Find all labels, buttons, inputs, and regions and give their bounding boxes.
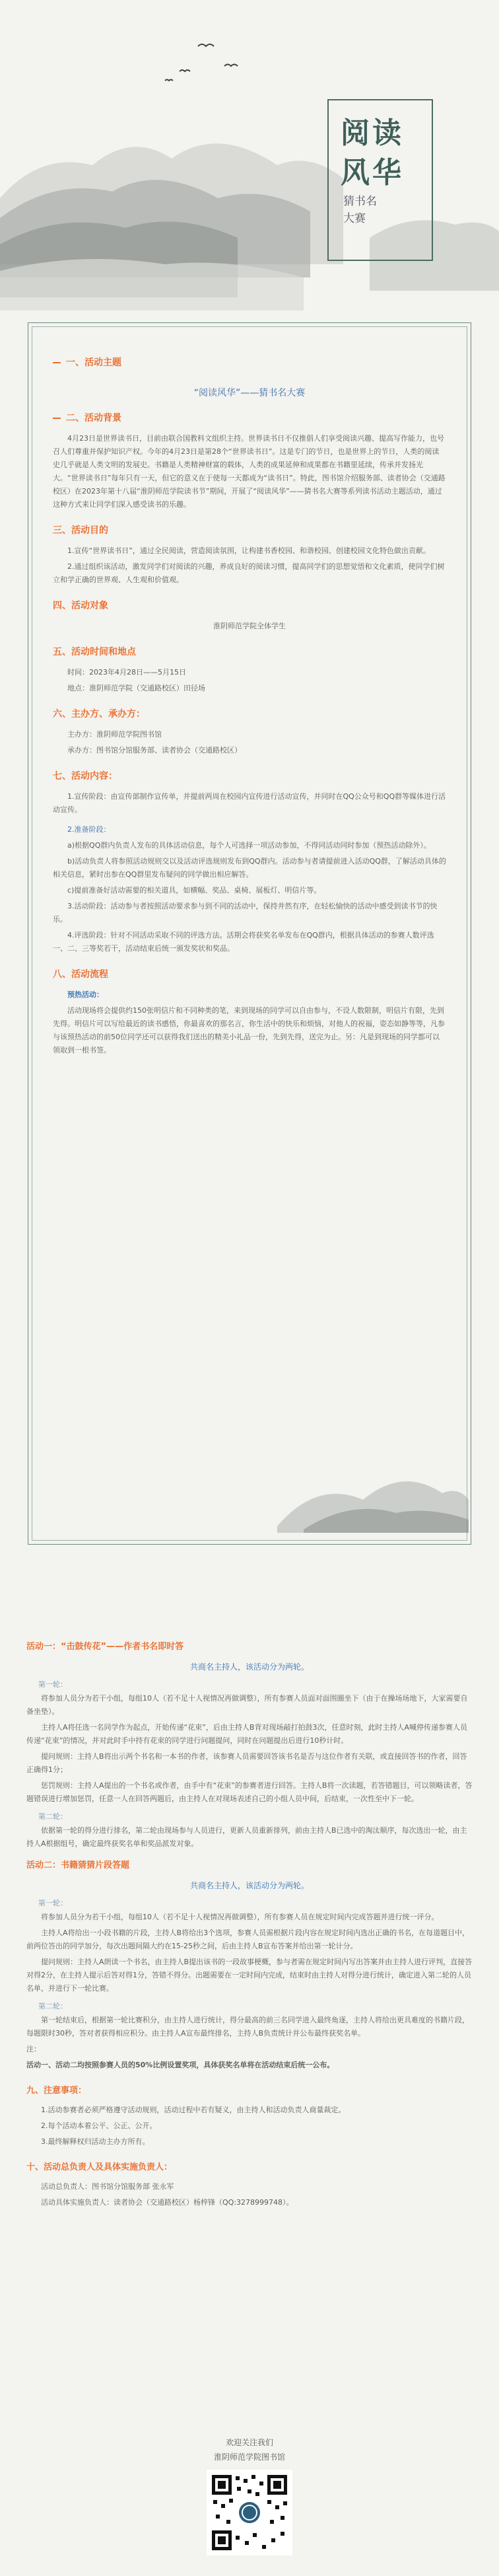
host: 主办方：淮阴师范学院图书馆 <box>67 730 162 739</box>
event-time: 时间：2023年4月28日——5月15日 <box>67 668 186 677</box>
section-5-title: 五、活动时间和地点 <box>53 647 136 657</box>
background-paragraph: 4月23日是世界读书日，目前由联合国教科文组织主持。世界读书日不仅推倡人们享受阅读兴趣、提高写作能力，也号召人们尊重并保护知识产权。今年的4月23日是第28个“世界读书日”。这是专门的节日，也是世界上的节日，人类的阅读史几乎就是人类文明的发展史。书籍是人类精神财富的载体，人类的成果延伸和成果都在书籍里延续，传承并发扬光大。“世界读书日”每年只有一天，但它的意义在于使每一天都成为“读书日”。特此，图书馆介绍服务部、读者协会（交通路校区）在2023年第十八届“淮阴师范学院读书节”期间，开展了“阅读风华”——猜书名大赛等系列读书活动主题活动，通过这种方式来让同学们深入感受读书的乐趣。 <box>53 434 446 509</box>
activity1-r1-p3: 提问规则：主持人B将出示两个书名和一本书的作者，该参赛人员需要回答该书名是否与这位作者有关联，或直接回答书的作者，回答正确得1分； <box>26 1752 467 1774</box>
warmup-paragraph: 活动现场将会提供约150张明信片和不同种类的笔，来到现场的同学可以自由参与，不设人数限制，明信片有限，先到先得。明信片可以写给最近的读书感悟，你最喜欢的那名言，你生活中的快乐和烦恼，对他人的祝福，姿态如静等等，凡参与该预热活动的前50位同学还可以获得我们送出的精美小礼品一份，先到先得，送完为止。另：凡是到现场的同学都可以领取到一根书签。 <box>53 1006 445 1054</box>
activity1-round1-label: 第一轮： <box>38 1680 67 1689</box>
activities-section <box>26 1632 473 2212</box>
main-content <box>53 344 446 1060</box>
footer-follow-text: 欢迎关注我们 <box>225 2438 273 2447</box>
notes-title: 九、注意事项： <box>26 2086 87 2096</box>
activity2-r1-p2: 主持人A将给出一小段书籍的片段，主持人B将给出3个选项，参赛人员需根据片段内容在规定时间内选出正确的书名，在每道题目中，前两位答出的同学加分，每次出题间隔大约在15-25秒之间，后由主持人B宣布答案并给出第一轮计分。 <box>26 1929 470 1950</box>
activity2-round1-label: 第一轮： <box>38 1899 67 1907</box>
activity1-round2-label: 第二轮： <box>38 1812 67 1821</box>
qr-code-icon <box>209 2472 290 2553</box>
activity1-r1-p2: 主持人A将任选一名同学作为起点，开始传递“花束”，后由主持人B背对现场敲打拍鼓3次，任意时刻，此时主持人A喊停传递参赛人员传递“花束”的情况，并对此时手中持有花束的同学进行问题提问，同时在问题提出后进行10秒计时。 <box>26 1723 467 1745</box>
warmup-label: 预热活动： <box>67 990 104 999</box>
leaders-title: 十、活动总负责人及具体实施负责人： <box>26 2162 173 2172</box>
activity2-title: 活动二：书籍猜猜片段答题 <box>26 1860 130 1870</box>
notes-1: 1.活动参赛者必须严格遵守活动规则，活动过程中若有疑义，由主持人和活动负责人商量裁定。 <box>41 2106 346 2114</box>
section-3-title: 三、活动目的 <box>53 525 108 536</box>
event-place: 地点：淮阴师范学院（交通路校区）田径场 <box>67 684 205 692</box>
section-7-title: 七、活动内容： <box>53 771 117 782</box>
content-2b: b)活动负责人将参照活动规则交以及活动评选规则发布到QQ群内。活动参与者请提前进入活动QQ群，了解活动具体的相关信息，紧时出参在QQ群里发布疑问的同学做出相应解答。 <box>53 857 446 879</box>
activity2-tagline: 共商名主持人，该活动分为两轮。 <box>189 1881 309 1890</box>
activity1-r2-p1: 依据第一轮的得分进行排名，第二轮由现场参与人员进行，更新人员重新排列，前由主持人B已选中的淘汰顺序，每次选出一轮，由主持人A根据组号，确定最终获奖名单和奖品派发对象。 <box>26 1826 467 1848</box>
content-2c: c)提前准备好活动需要的相关道具，如横幅、奖品、桌椅、展板灯、明信片等。 <box>67 886 321 895</box>
organizer: 承办方：图书馆分馆服务部、读者协会（交通路校区） <box>67 746 242 754</box>
content-2a: a)根据QQ群内负责人发布的具体活动信息，每个人可选择一项活动参加，不得同活动同时参加（预热活动除外）。 <box>67 841 431 850</box>
section-4-title: 四、活动对象 <box>53 601 108 611</box>
activity2-r1-p3: 提问规则：主持人A朗读一个书名，由主持人B提出该书的一段故事梗概，参与者需在规定时间内写出答案并由主持人进行评判，直接答对得2分，在主持人提示后答对得1分，答错不得分。出题需要在一定时间内完成，结束时由主持人对得分进行统计，确定进入第二轮的人员名单，并进行下一轮比赛。 <box>26 1958 473 1993</box>
content-3: 3.活动阶段：活动参与者按照活动要求参与到不同的活动中，保持井然有序，在轻松愉快的活动中感受到读书节的快乐。 <box>53 902 438 924</box>
purpose-2: 2.通过组织该活动，激发同学们对阅读的兴趣，养成良好的阅读习惯，提高同学们的思想觉悟和文化素质，使同学们树立和学正确的世界观、人生观和价值观。 <box>53 562 445 584</box>
leaders-1: 活动总负责人：图书馆分馆服务部 张永军 <box>41 2182 174 2191</box>
activity1-tagline: 共商名主持人，该活动分为两轮。 <box>189 1662 309 1672</box>
activity2-r1-p1: 将参加人员分为若干小组，每组10人（若不足十人视情况再做调整），所有参赛人员在规定时间内完成答题并进行统一评分。 <box>41 1913 439 1921</box>
qr-code[interactable] <box>207 2470 292 2556</box>
activity1-r1-p1: 将参加人员分为若干小组，每组10人（若不足十人视情况再做调整），所有参赛人员面对面围圈坐下（由于在操场场地下，大家需要自备坐垫）。 <box>26 1694 468 1716</box>
footer <box>0 2435 499 2464</box>
ink-mountain-decoration <box>277 1454 469 1533</box>
section-6-title: 六、主办方、承办方： <box>53 709 145 719</box>
target-audience: 淮阴师范学院全体学生 <box>213 622 286 630</box>
hero-subtitle-line1: 猜书名 <box>343 195 377 208</box>
title-box <box>327 99 433 261</box>
footer-library-name: 淮阴师范学院图书馆 <box>213 2452 285 2462</box>
content-1: 1.宣传阶段：由宣传部制作宣传单，并提前两周在校园内宣传进行活动宣传，并同时在QQ公众号和QQ群等媒体进行活动宣传。 <box>53 792 446 814</box>
section-8-title: 八、活动流程 <box>53 969 108 980</box>
hero-subtitle-line2: 大赛 <box>343 212 366 225</box>
notes-2: 2.每个活动本着公平、公正、公开。 <box>41 2121 157 2130</box>
theme-text: “阅读风华”——猜书名大赛 <box>193 388 306 398</box>
hero-title-line1: 阅读 <box>341 116 404 150</box>
activity1-title: 活动一：“击鼓传花”——作者书名即时答 <box>26 1642 184 1652</box>
section-1-title: 一、活动主题 <box>53 355 446 370</box>
activity2-note: 活动一、活动二均按照参赛人员的50%比例设置奖项，具体获奖名单将在活动结束后统一公布。 <box>26 2061 335 2069</box>
content-4: 4.评选阶段：针对不同活动采取不同的评选方法。活期会将获奖名单发布在QQ群内，根据具体活动的参赛人数评选一、二、三等奖若干，活动结束后统一颁发奖状和奖品。 <box>53 931 434 953</box>
content-2: 2.准备阶段： <box>67 825 111 834</box>
leaders-2: 活动具体实施负责人：读者协会（交通路校区）杨梓锋（QQ:3278999748）。 <box>41 2198 294 2207</box>
activity1-r1-p4: 惩罚规则：主持人A提出的一个书名或作者，由手中有“花束”的参赛者进行回答。主持人B将一次读题，若答错题目，可以领略读者，答题错误进行增加惩罚，任意一人在回答两题后，由主持人在对现场表述自己的小组人员中间，后结束，一次性至中下一轮。 <box>26 1781 473 1803</box>
activity2-round2-label: 第二轮： <box>38 2002 67 2010</box>
activity2-r2-p1: 第一轮结束后，根据第一轮比赛积分，由主持人进行统计，得分最高的前三名同学进入最终角逐，主持人将给出更具难度的书籍片段，每题限时30秒，答对者获得相应积分。由主持人A宣布最终排名，主持人B负责统计并公布最终获奖名单。 <box>26 2016 469 2038</box>
hero-banner <box>0 0 499 370</box>
activity2-note-label: 注： <box>26 2045 41 2053</box>
section-2-title: 二、活动背景 <box>53 411 446 425</box>
hero-title-line2: 风华 <box>341 156 404 190</box>
purpose-1: 1.宣传“世界读书日”，通过全民阅读，营造阅读氛围，让构建书香校园、和谐校园、创建校园文化特色做出贡献。 <box>67 546 430 555</box>
notes-3: 3.最终解释权归活动主办方所有。 <box>41 2137 150 2146</box>
